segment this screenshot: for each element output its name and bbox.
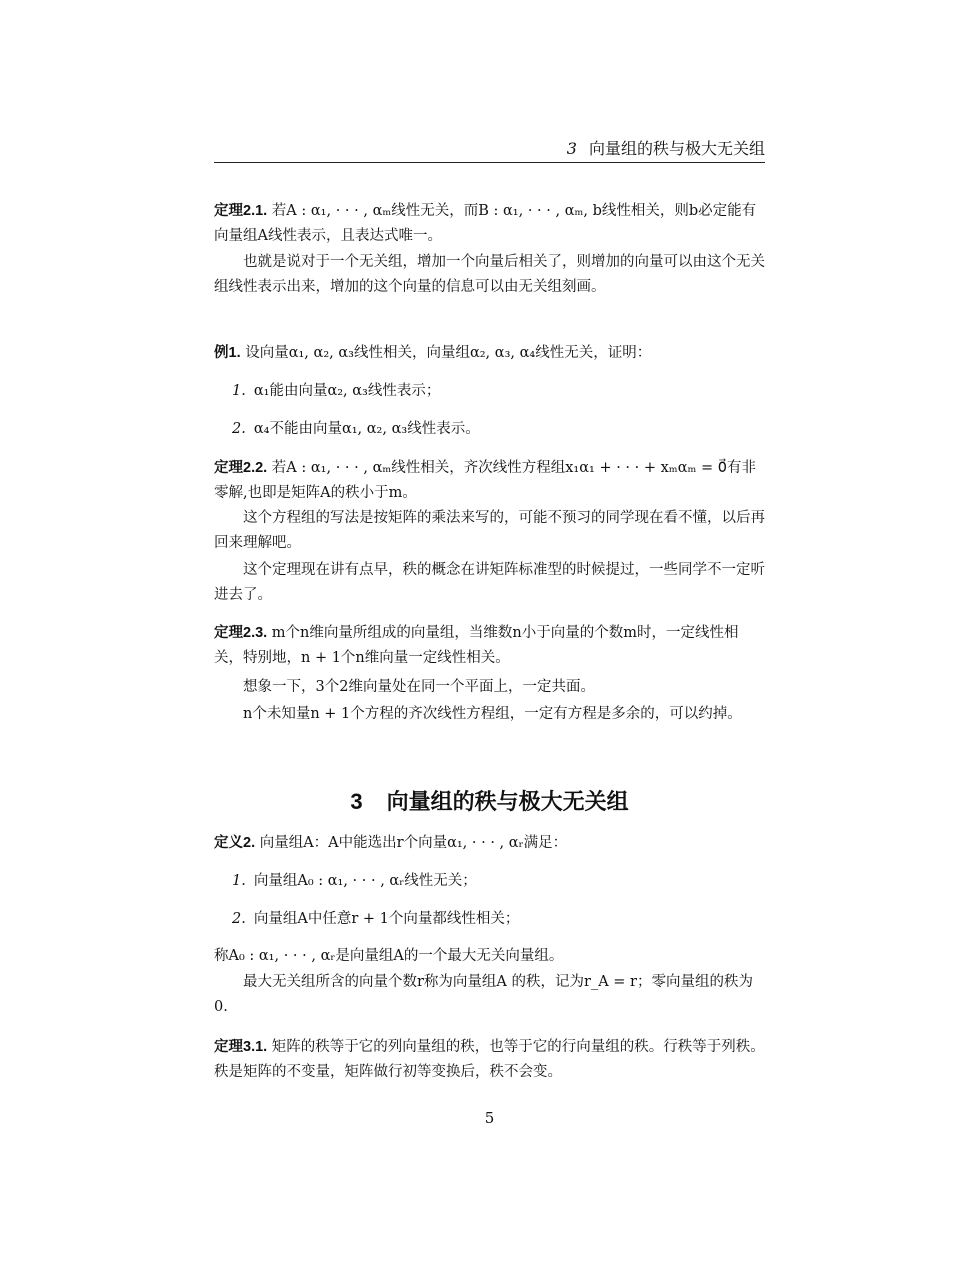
section-title: 向量组的秩与极大无关组	[386, 789, 629, 814]
definition-2	[214, 832, 765, 854]
theorem-text: 矩阵的秩等于它的列向量组的秩，也等于它的行向量组的秩。行秩等于列秩。秩是矩阵的不变量，矩阵做行初等变换后，秩不会变。	[214, 1039, 765, 1080]
definition-item-2	[232, 908, 519, 930]
page-number: 5	[484, 1109, 495, 1127]
theorem-text: 若A : α₁, · · · , αₘ线性无关，而B : α₁, · · · , αₘ, b线性相关，则b必定能有向量组A线性表示，且表达式唯一。	[214, 203, 757, 244]
section-number: 3	[350, 789, 363, 814]
theorem-2-2-remark-2: 这个定理现在讲有点早，秩的概念在讲矩阵标准型的时候提过，一些同学不一定听进去了。	[214, 562, 765, 603]
theorem-2-2	[214, 456, 765, 506]
header-number: 3	[566, 139, 577, 158]
theorem-text: 若A : α₁, · · · , αₘ线性相关，齐次线性方程组x₁α₁ + · · · + xₘαₘ = 0⃗有非零解,也即是矩阵A的秩小于m。	[214, 460, 756, 501]
example-label: 例1.	[214, 345, 241, 361]
example-text: 设向量α₁, α₂, α₃线性相关，向量组α₂, α₃, α₄线性无关，证明：	[245, 345, 652, 361]
item-number: 2.	[232, 911, 246, 927]
example-item-1	[232, 380, 440, 402]
section-heading	[214, 785, 765, 816]
theorem-2-3	[214, 621, 765, 671]
item-number: 2.	[232, 421, 246, 437]
theorem-3-1	[214, 1035, 765, 1085]
theorem-2-1	[214, 199, 765, 249]
definition-item-1	[232, 870, 477, 892]
item-text: α₁能由向量α₂, α₃线性表示；	[253, 383, 441, 399]
definition-conclusion: 称A₀ : α₁, · · · , αᵣ是向量组A的一个最大无关向量组。	[214, 948, 564, 964]
item-number: 1.	[232, 873, 246, 889]
theorem-2-3-remark-1: 想象一下，3个2维向量处在同一个平面上，一定共面。	[243, 679, 595, 695]
example-1	[214, 342, 765, 364]
theorem-label: 定理2.1.	[214, 203, 268, 219]
theorem-label: 定理3.1.	[214, 1039, 268, 1055]
header-title: 向量组的秩与极大无关组	[588, 139, 765, 158]
item-number: 1.	[232, 383, 246, 399]
theorem-label: 定理2.2.	[214, 460, 268, 476]
item-text: α₄不能由向量α₁, α₂, α₃线性表示。	[253, 421, 480, 437]
theorem-2-2-remark-1: 这个方程组的写法是按矩阵的乘法来写的，可能不预习的同学现在看不懂，以后再回来理解吧。	[214, 510, 765, 551]
definition-remark: 最大无关组所含的向量个数r称为向量组A 的秩，记为r_A = r；零向量组的秩为0.	[214, 974, 753, 1015]
item-text: 向量组A₀ : α₁, · · · , αᵣ线性无关；	[253, 873, 477, 889]
definition-text: 向量组A：A中能选出r个向量α₁, · · · , αᵣ满足：	[259, 835, 568, 851]
example-item-2	[232, 418, 480, 440]
theorem-text: m个n维向量所组成的向量组，当维数n小于向量的个数m时，一定线性相关，特别地，n + 1个n维向量一定线性相关。	[214, 625, 739, 666]
item-text: 向量组A中任意r + 1个向量都线性相关；	[253, 911, 520, 927]
theorem-2-1-remark: 也就是说对于一个无关组，增加一个向量后相关了，则增加的向量可以由这个无关组线性表示出来，增加的这个向量的信息可以由无关组刻画。	[214, 254, 765, 295]
running-header	[214, 138, 765, 163]
definition-label: 定义2.	[214, 835, 256, 851]
theorem-label: 定理2.3.	[214, 625, 268, 641]
theorem-2-3-remark-2: n个未知量n + 1个方程的齐次线性方程组，一定有方程是多余的，可以约掉。	[243, 706, 742, 722]
